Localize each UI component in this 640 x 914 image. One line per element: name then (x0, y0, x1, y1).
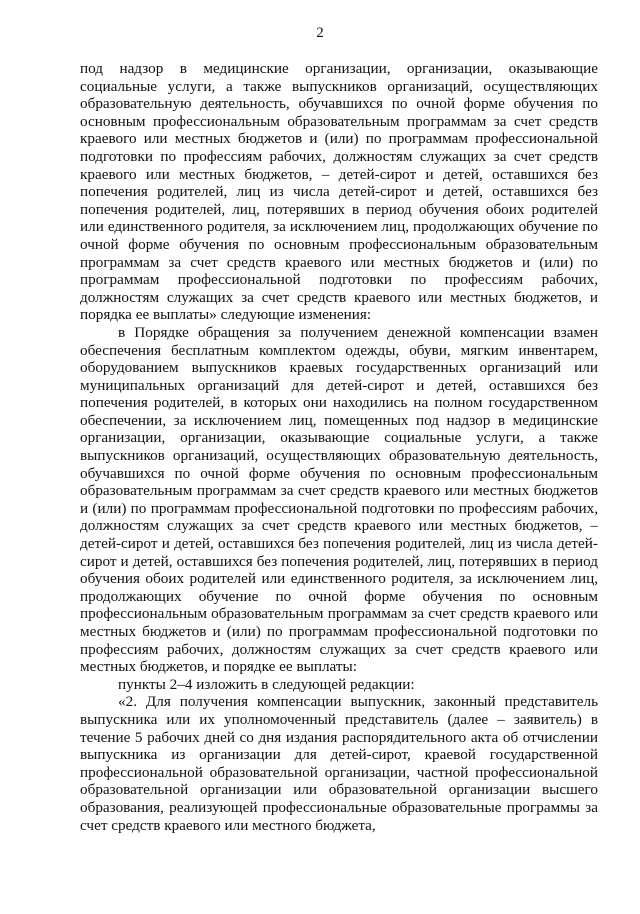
paragraph-points-instruction: пункты 2–4 изложить в следующей редакции: (118, 675, 415, 693)
document-body (80, 60, 598, 834)
page-number: 2 (316, 25, 324, 41)
paragraph-continuation: под надзор в медицинские организации, организации, оказывающие социальные услуги, а также выпускников организаций, осуществляющих образовательную деятельность, обучавшихся по очной форме обучения по основным профессиональным образовательным программам за счет средств краевого или местных бюджетов и (или) по программам профессиональной подготовки по профессиям рабочих, должностям служащих за счет средств краевого или местных бюджетов, – детей-сирот и детей, оставшихся без попечения родителей, лиц из числа детей-сирот и детей, оставшихся без попечения родителей, лиц, потерявших в период обучения обоих родителей или единственного родителя, за исключением лиц, продолжающих обучение по очной форме обучения по основным профессиональным образовательным программам за счет средств краевого или местных бюджетов и (или) по программам профессиональной подготовки по профессиям рабочих, должностям служащих за счет средств краевого или местных бюджетов, и порядка ее выплаты» следующие изменения: (80, 60, 598, 324)
paragraph-point-2: «2. Для получения компенсации выпускник, законный представитель выпускника или их уполномоченный представитель (далее – заявитель) в течение 5 рабочих дней со дня издания распорядительного акта об отчислении выпускника из организации для детей-сирот, краевой государственной профессиональной образовательной организации, частной профессиональной образовательной организации или образовательной организации высшего образования, реализующей профессиональные образовательные программы за счет средств краевого или местного бюджета, (80, 693, 598, 834)
paragraph-procedure-amendment: в Порядке обращения за получением денежной компенсации взамен обеспечения бесплатным комплектом одежды, обуви, мягким инвентарем, оборудованием выпускников краевых государственных организаций или муниципальных организаций для детей-сирот и детей, оставшихся без попечения родителей, в которых они находились на полном государственном обеспечении, за исключением лиц, помещенных под надзор в медицинские организации, организации, оказывающие социальные услуги, а также выпускников организаций, осуществляющих образовательную деятельность, обучавшихся по очной форме обучения по основным профессиональным образовательным программам за счет средств краевого или местных бюджетов и (или) по программам профессиональной подготовки по профессиям рабочих, должностям служащих за счет средств краевого или местных бюджетов, – детей-сирот и детей, оставшихся без попечения родителей, лиц из числа детей-сирот и детей, оставшихся без попечения родителей, лиц, потерявших в период обучения обоих родителей или единственного родителя, за исключением лиц, продолжающих обучение по очной форме обучения по основным профессиональным образовательным программам за счет средств краевого или местных бюджетов и (или) по программам профессиональной подготовки по профессиям рабочих, должностям служащих за счет средств краевого или местных бюджетов, и порядке ее выплаты: (80, 323, 598, 676)
